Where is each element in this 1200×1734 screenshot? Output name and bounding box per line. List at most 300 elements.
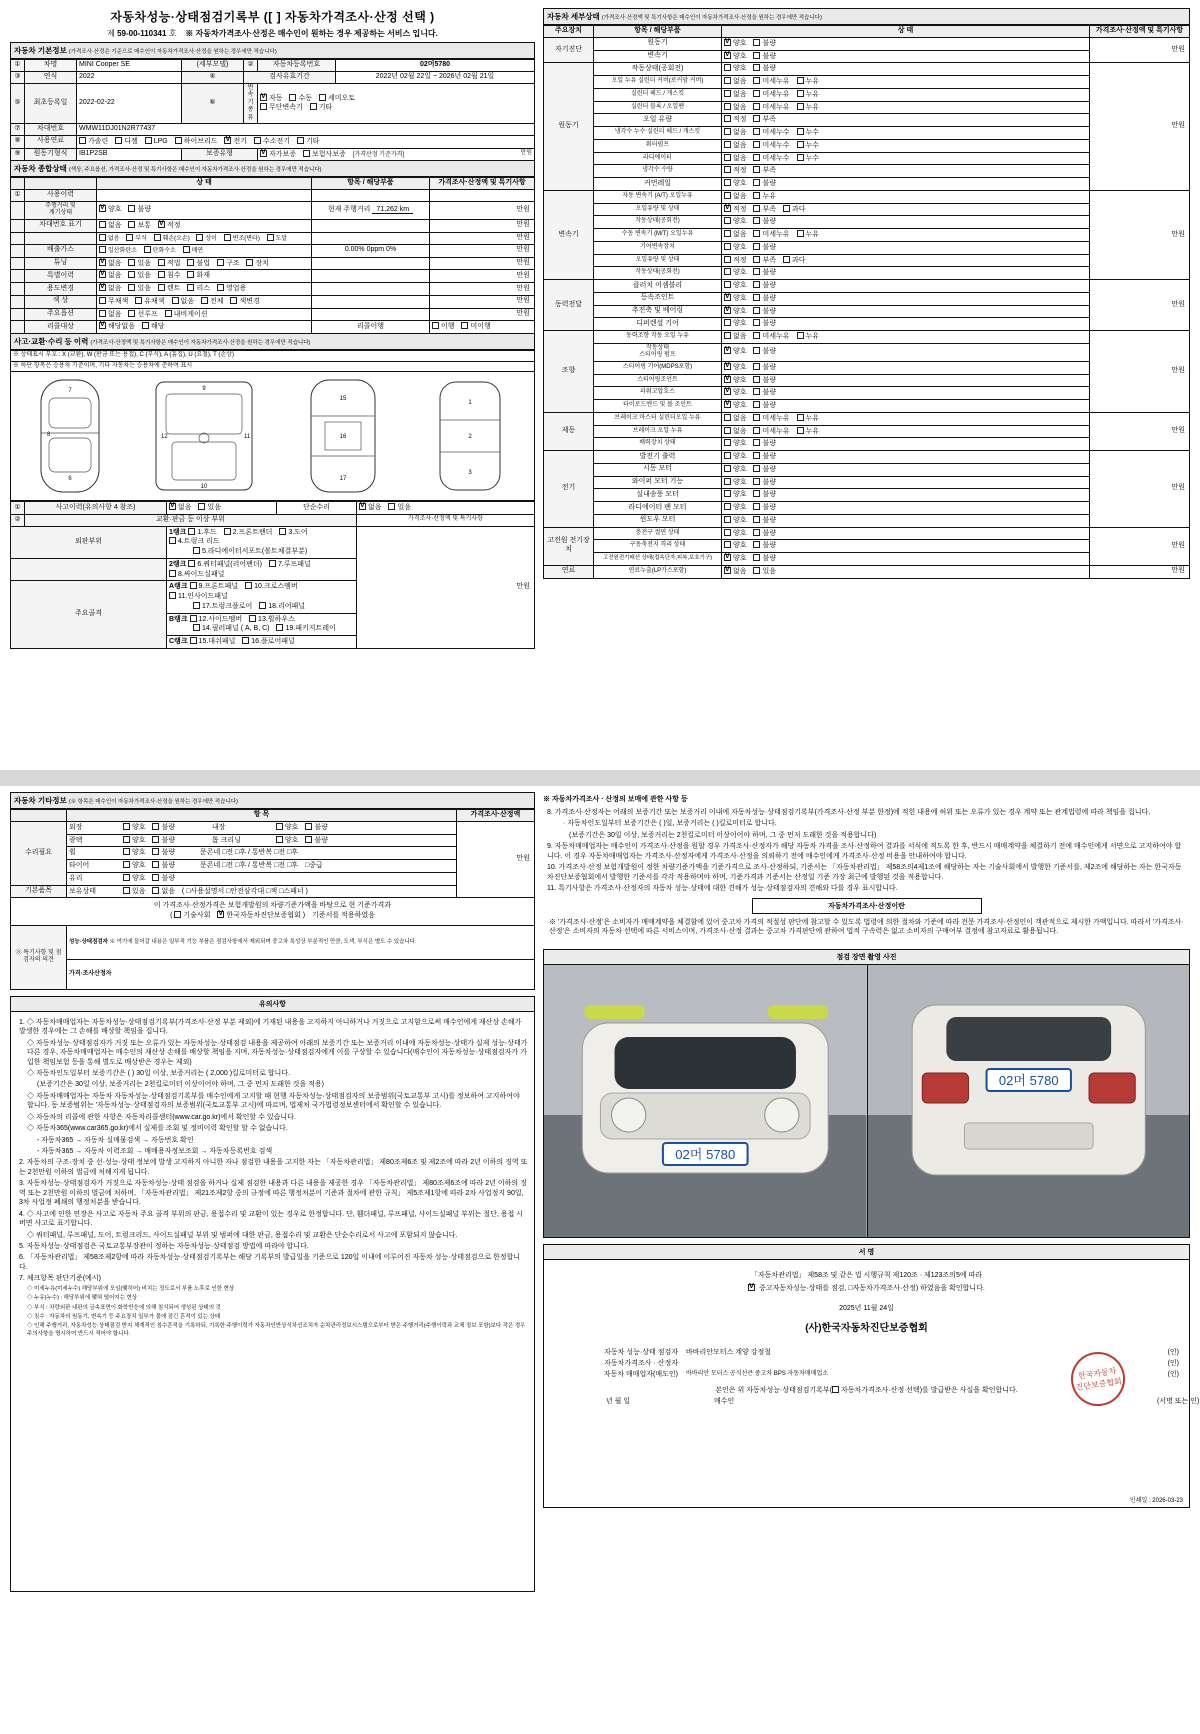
group-fuel: 연료 [544,565,594,578]
header-price: 가격조사·산정액 및 특기사항 [430,178,535,190]
checkbox-sd-tr-good[interactable] [724,52,731,59]
state-steering-pump: V 양호 불량 [722,343,1090,361]
checkbox-clutch-bad[interactable] [753,281,760,288]
checkbox-cr-good[interactable] [724,179,731,186]
checkbox-bi-none[interactable] [152,887,159,894]
checkbox-rf-bad[interactable] [753,503,760,510]
checkbox-mt-oil-low[interactable] [753,256,760,263]
checkbox-vin-d2[interactable] [154,234,161,241]
checkbox-mt-idle-good[interactable] [724,268,731,275]
checkbox-side-sill[interactable] [169,570,176,577]
checkbox-int-good[interactable] [276,823,283,830]
document-header [10,8,535,39]
checkbox-at-leak[interactable] [753,192,760,199]
checkbox-clutch-good[interactable] [724,281,731,288]
checkbox-vin-ok[interactable] [158,221,165,228]
section-overall-title: 자동차 종합상태 [14,164,67,174]
group-self-diagnosis: 자기진단 [544,37,594,63]
checkbox-tuning-legal[interactable] [158,259,165,266]
section-accident-note: (가격조사·산정액 및 특기사항은 매수인이 자동차가격조사·산정을 원하는 경우에만 적습니다) [90,340,311,346]
header-detail-price: 가격조사·산정액 및 특기사항 [1090,26,1190,38]
checkbox-usage-none[interactable] [99,284,106,291]
checkbox-wdm-good[interactable] [724,516,731,523]
checkbox-rad-micro[interactable] [753,154,760,161]
print-date: 인쇄일 : 2026-03-23 [1129,1498,1183,1505]
checkbox-mt-oil-ok[interactable] [724,256,731,263]
section-basic-info [10,42,535,59]
signature-law: 「자동차관리법」 제58조 및 같은 법 시행규칙 제120조 · 제123조의5에 따라 [750,1272,983,1280]
checkbox-fire[interactable] [187,271,194,278]
checkbox-mc-none[interactable] [724,414,731,421]
checkbox-rc-none[interactable] [724,77,731,84]
checkbox-odo-good[interactable] [99,205,106,212]
checkbox-vin-d3[interactable] [196,234,203,241]
state-mt-gear: 양호 불량 [722,241,1090,254]
checkbox-at-oil-ok[interactable] [724,205,731,212]
checkbox-recall-notdone[interactable] [461,322,468,329]
section-etc [10,792,535,809]
checkbox-tuning-illegal[interactable] [187,259,194,266]
state-hv-wiring: V 양호 불량 [722,553,1090,566]
checkbox-ch-none[interactable] [724,128,731,135]
checkbox-rc-leak[interactable] [797,77,804,84]
checkbox-tire-good[interactable] [123,861,130,868]
svg-text:15: 15 [339,396,347,402]
checkbox-accident-none[interactable] [169,503,176,510]
checkbox-lpg[interactable] [145,137,152,144]
checkbox-mt-gear-bad[interactable] [753,243,760,250]
appraisal-box-title: 자동차가격조사·산정이란 [752,898,982,914]
checkbox-hood[interactable] [188,528,195,535]
checkbox-pol-good[interactable] [123,836,130,843]
checkbox-sd-eng-bad[interactable] [753,39,760,46]
checkbox-rf-good[interactable] [724,503,731,510]
checkbox-bst-good[interactable] [724,439,731,446]
group-high-voltage: 고전원 전기장치 [544,527,594,565]
checkbox-ph-bad[interactable] [753,388,760,395]
checkbox-vin-d1[interactable] [126,234,133,241]
checkbox-at-idle-bad[interactable] [753,217,760,224]
value-engine-type: IB1P2SB [77,148,182,161]
checkbox-bo-micro[interactable] [753,427,760,434]
checkbox-cr-bad[interactable] [753,179,760,186]
checkbox-manual[interactable] [289,94,296,101]
checkbox-cb-leak[interactable] [797,103,804,110]
checkbox-front-fender[interactable] [224,528,231,535]
checkbox-smoke[interactable] [183,246,190,253]
checkbox-trunk-lid[interactable] [169,537,176,544]
state-battery-isolation: 양호 불량 [722,540,1090,553]
signature-date: 2025년 11월 24일 [839,1305,894,1313]
section-detail [543,8,1190,25]
checkbox-ps-bad[interactable] [753,307,760,314]
checkbox-bst-bad[interactable] [753,439,760,446]
value-vin: WMW11DJ01N2R77437 [77,124,535,136]
checkbox-wp-none[interactable] [724,141,731,148]
checkbox-hybrid[interactable] [175,137,182,144]
checkbox-clean-bad[interactable] [305,836,312,843]
checkbox-psl-none[interactable] [724,332,731,339]
svg-text:12: 12 [160,434,168,440]
label-current-mileage: 현재 주행거리 [327,205,371,213]
checkbox-vin-none[interactable] [99,221,106,228]
value-current-mileage: 71,262 km [372,206,413,214]
checkbox-rent[interactable] [158,284,165,291]
checkbox-eng-idle-bad[interactable] [753,64,760,71]
checkbox-special-none[interactable] [99,271,106,278]
checkbox-oil-low[interactable] [753,115,760,122]
section-basic-note: (가격조사·산정은 기준으로 매수인이 자동차가격조사·산정을 원하는 경우에만 적습니다) [68,49,277,55]
checkbox-psl-micro[interactable] [753,332,760,339]
checkbox-color-changed[interactable] [230,297,237,304]
doc-note: ※ 자동차가격조사·산정은 매수인이 원하는 경우 제공하는 서비스 입니다. [185,29,438,38]
checkbox-ch-leak[interactable] [797,128,804,135]
checkbox-recall-none[interactable] [99,322,106,329]
state-master-cylinder: 없음 미세누유 누유 [722,412,1090,425]
svg-text:11: 11 [243,434,251,440]
checkbox-alt-good[interactable] [724,452,731,459]
checkbox-at-idle-good[interactable] [724,217,731,224]
state-diff-gear: 양호 불량 [722,318,1090,331]
header-detail-state: 상 태 [722,26,1090,38]
group-brake: 제동 [544,412,594,450]
row-odometer-state: V 양호 불량 [97,201,312,219]
checkbox-auto[interactable] [260,94,267,101]
checkbox-ca-ok[interactable] [724,166,731,173]
state-at-oil: V 적정 부족 과다 [722,203,1090,216]
checkbox-cp-good[interactable] [724,529,731,536]
checkbox-gasoline[interactable] [79,137,86,144]
checkbox-glass-bad[interactable] [152,874,159,881]
state-starter: 양호 불량 [722,463,1090,476]
checkbox-chg-leak[interactable] [797,90,804,97]
state-booster: 양호 불량 [722,438,1090,451]
checkbox-sj-good[interactable] [724,376,731,383]
checkbox-color-none[interactable] [172,297,179,304]
checkbox-at-oil-over[interactable] [783,205,790,212]
checkbox-wheel-good[interactable] [123,848,130,855]
checkbox-trans-etc[interactable] [310,103,317,110]
price-standard-note: 이 가격조사·산정가격은 보험개발원의 차량기준가액을 바탕으로 현 기준가격과 ( 기술사회 V 한국자동차진단보증협회 ) 기준서를 적용하였음 [11,898,535,926]
state-selfdiag-engine: V 양호 불량 [722,37,1090,50]
header-item: 항목 / 해당부품 [312,178,430,190]
doc-number: 59-00-110341 [117,29,167,38]
checkbox-floor-panel[interactable] [242,637,249,644]
signature-title: 서 명 [543,1244,1190,1260]
checkbox-cross-member[interactable] [245,582,252,589]
checkbox-tuning-none[interactable] [99,259,106,266]
checkbox-lease[interactable] [187,284,194,291]
checkbox-buyer-appraisal[interactable] [832,1386,839,1393]
svg-text:9: 9 [202,386,206,392]
checkbox-fuel-etc[interactable] [297,137,304,144]
checkbox-tr-bad[interactable] [753,401,760,408]
checkbox-dash-panel[interactable] [190,637,197,644]
row-glass: 유리 양호 불량 [67,872,457,885]
checkbox-hv-good[interactable] [724,554,731,561]
checkbox-wp-leak[interactable] [797,141,804,148]
checkbox-cb-micro[interactable] [753,103,760,110]
checkbox-pol-bad[interactable] [152,836,159,843]
checkbox-tire-bad[interactable] [152,861,159,868]
legend-note: ※ 하단 항목은 승용차 기준이며, 기타 자동차는 승용차에 준하여 표시 [11,361,535,372]
checkbox-st-bad[interactable] [753,465,760,472]
photos-body [543,965,1190,1238]
checkbox-vin-d4[interactable] [224,234,231,241]
label-accident-history: 사고이력(유의사항 4 참조) [25,502,167,515]
checkbox-door[interactable] [279,528,286,535]
checkbox-bi-bad[interactable] [753,541,760,548]
value-first-registration: 2022-02-22 [77,83,182,124]
svg-text:6: 6 [67,476,72,482]
section-etc-title: 자동차 기타정보 [14,796,67,805]
checkbox-mc-micro[interactable] [753,414,760,421]
state-radiator-fan: 양호 불량 [722,502,1090,515]
label-repair-needed: 수리필요 [11,821,67,885]
checkbox-sd-tr-bad[interactable] [753,52,760,59]
caution-title: 유의사항 [10,996,535,1012]
state-window-motor: 양호 불량 [722,514,1090,527]
label-exterior-parts: 외판부위 [11,526,167,558]
checkbox-recall-yes[interactable] [142,322,149,329]
checkbox-ext-bad[interactable] [152,823,159,830]
checkbox-eng-idle-good[interactable] [724,64,731,71]
svg-text:1: 1 [468,400,473,406]
checkbox-rear-panel[interactable] [259,602,266,609]
checkbox-chg-none[interactable] [724,90,731,97]
checkbox-wdm-bad[interactable] [753,516,760,523]
checkbox-bi-have[interactable] [123,887,130,894]
section-detail-title: 자동차 세부상태 [547,12,600,21]
checkbox-sg-bad[interactable] [753,363,760,370]
checkbox-chg-micro[interactable] [753,90,760,97]
checkbox-recall-done[interactable] [432,322,439,329]
state-cyl-head-gasket: 없음 미세누유 누유 [722,88,1090,101]
checkbox-std-association[interactable] [217,911,224,918]
svg-text:2: 2 [468,434,473,440]
checkbox-wheel-bad[interactable] [152,848,159,855]
signature-check-line: V 중고자동차성능·상태를 점검, □자동차가격조사·산정) 하였음을 확인합니다. [552,1283,1181,1293]
svg-text:02머 5780: 02머 5780 [675,1147,736,1163]
checkbox-radiator-support[interactable] [193,547,200,554]
row-recall-done: 이행 미이행 [430,321,535,334]
checkbox-bo-leak[interactable] [797,427,804,434]
checkbox-option-none[interactable] [99,310,106,317]
checkbox-rad-none[interactable] [724,154,731,161]
value-inspection-period: 2022년 02월 22일 ~ 2026년 02월 21일 [336,71,535,83]
checkbox-wm-good[interactable] [724,478,731,485]
checkbox-vin-d5[interactable] [267,234,274,241]
checkbox-wp-micro[interactable] [753,141,760,148]
photo-front [544,965,867,1237]
checkbox-pillar-panel[interactable] [193,624,200,631]
checkbox-chromatic[interactable] [135,297,142,304]
checkbox-special-yes[interactable] [128,271,135,278]
checkbox-tr-good[interactable] [724,401,731,408]
checkbox-mt-leak[interactable] [797,230,804,237]
checkbox-ca-low[interactable] [753,166,760,173]
checkbox-sj-bad[interactable] [753,376,760,383]
etc-table [10,809,535,990]
car-diagram-engine [144,376,264,496]
signature-org: (사)한국자동차진단보증협회 [805,1323,928,1335]
checkbox-trunk-floor[interactable] [193,602,200,609]
checkbox-package-tray[interactable] [276,624,283,631]
checkbox-hc[interactable] [144,246,151,253]
checkbox-electric[interactable] [224,137,231,144]
checkbox-usage-yes[interactable] [128,284,135,291]
checkbox-clean-good[interactable] [276,836,283,843]
page2-left-column [10,792,535,1592]
checkbox-cv-good[interactable] [724,294,731,301]
checkbox-mt-idle-bad[interactable] [753,268,760,275]
photos-title: 점검 장면 촬영 사진 [543,949,1190,965]
checkbox-color-all[interactable] [201,297,208,304]
checkbox-alt-bad[interactable] [753,452,760,459]
checkbox-simple-none[interactable] [359,503,366,510]
state-tie-rod: V 양호 불량 [722,400,1090,413]
checkbox-int-bad[interactable] [305,823,312,830]
simple-repair-options: V 없음 있음 [357,502,535,515]
checkbox-odo-bad[interactable] [128,205,135,212]
checkbox-at-oil-low[interactable] [753,205,760,212]
svg-text:8: 8 [46,432,50,438]
checkbox-mc-leak[interactable] [797,414,804,421]
appraisal-box-text: ※ '가격조사·산정'은 소비자가 매매계약을 체결함에 있어 중고차 가격의 적절성 판단에 참고할 수 있도록 법령에 의한 절차와 기준에 따라 전문 가격조사·산정인이 객관적으로 제시한 가액입니다. 따라서 '가격조사·산정'은 소비자의 자동차 선택에 따른 서비스이며, 가격조사·산정 결과는 중고차 가격판단에 관하여 법적 구속력은 없고 소비자의 구매여부 결정에 참고자료로 활용됩니다. [549,918,1184,936]
row-polish: 광택 양호 불량 톱 크리닝 양호 불량 [67,834,457,847]
checkbox-diff-good[interactable] [724,319,731,326]
row-wheel: 휠 양호 불량 문콘네 □전 □후 / 통반복 □전 □후 [67,847,457,860]
checkbox-ext-good[interactable] [123,823,130,830]
checkbox-bm-good[interactable] [724,490,731,497]
state-water-pump: 없음 미세누수 누수 [722,139,1090,152]
car-diagram-top [27,376,113,496]
header-detail-item: 항목 / 해당부품 [594,26,722,38]
checkbox-co[interactable] [99,246,106,253]
overall-state-table: 상 태 항목 / 해당부품 가격조사·산정액 및 특기사항 ① 사용이력 주행거리 및 계기상태 V 양호 불량 현재 주행거리 71,262 km 만원 차대번호 표기 없음 보통 V 적정 만원 없음 부식 훼손(오손) 상이 변조(변타) 도말 만원 배출가스 일산화탄소 탄화수소 매연 0.00% 0ppm 0% 만원 튜닝 V 없음 있음 적법 불법 구조 장치 만원 특별이력 V 없음 있음 침수 화재 만원 용도변경 V 없음 있음 렌트 리스 영업용 만원 색 상 무채색 유채색 없음 전체 색변경 만원 주요옵션 없음 선루프 내비게이션 만원 리콜대상 V 해당없음 해당 리콜이행 이행 미이행 [10,177,535,334]
checkbox-at-none[interactable] [724,192,731,199]
label-main-frame: 주요골격 [11,581,167,649]
checkbox-vin-d0[interactable] [99,234,106,241]
checkbox-mt-none[interactable] [724,230,731,237]
checkbox-cv-bad[interactable] [753,294,760,301]
caution-list: 1. ◇ 자동차매매업자는 자동차성능·상태점검기록부(가격조사·산정 부분 제외)에 기재된 내용을 고지하지 아니하거나 거짓으로 고지함으로써 매수인에게 재산상 손해가 발생한 경우에는 그 손해를 배상할 책임을 집니다. ◇ 자동차성능·상태점검자가 거짓 또는 오류가 있는 자동차성능·상태점검 내용을 제공하여 아래의 보증기간 또는 보증거리 이내에 자동차성능·상태가 실제 성능·상태가 다른 경우, 자동차매매업자는 매수인의 재산상 손해를 배상할 책임을 지며, 자동차성능·상태점검자에게 이를 구상할 수 있습니다(매수인이 자동차성능·상태점검자가 가입한 책임보험 등을 통해 별도로 배상받은 경우는 제외) ◇ 자동차인도일부터 보증기간은 ( ) 30일 이상, 보증거리는 ( 2,000 )킬로미터로 합니다. (보증기간은 30일 이상, 보증거리는 2천킬로미터 이상이어야 하며, 그 중 먼저 도래한 것을 적용) ◇ 자동차매매업자는 자동차 자동차성능·상태점검기록부를 매수인에게 고지할 때 현행 자동차성능·상태점검자의 보증범위(국토교통부 고시)를 정보하여 고지하여야 합니다. 동 보증범위는 '자동차성능·상태점검자의 보증범위(국토교통부 고시)에 따르며, 법제처 국가법령정보센터에서 확인할 수 있습니다. ◇ 자동차의 리콜에 관한 사항은 자동차리콜센터(www.car.go.kr)에서 확인할 수 있습니다. ◇ 자동차365(www.car365.go.kr)에서 실제를 조회 및 정비이력 확인할 할 수 없습니다. - 자동차365 → 자동차 실매물검색 → 자동번호 확인 - 자동차365 → 자동차 이력조회 → 매매용자정보조회 → 자동차등록번호 검색 2. 자동차의 구조·장치 중 선·성능·상태 정보에 발생 고지하지 아니한 자나 점검한 내용을 고지한 자는 「자동차관리법」 제80조제6조 및 제2조에 따라 2년 이하의 징역 또는 2천만원 이하의 벌금에 처해지게 됩니다. 3. 자동차성능·상태점검자가 거짓으로 자동차성능·상태 점검을 하거나 실제 점검한 내용과 다른 내용을 제공한 경우 「자동차관리법」 제80조제6조에 따라 2년 이하의 징역 또는 2천만원 이하의 벌금에 처하며, 「자동차관리법」 제21조제2항 중의 규정에 따른 행정처분이 기준과 절차에 관한 규칙」 제5조제1항에 따라 2차 사업정지 90일, 3차 사업정 폐쇄의 행정처분을 받습니다. 4. ◇ 사고에 인한 연장은 사고로 자동차 주요 골격 부위의 판금, 용접수리 및 교환이 있는 경우로 한정합니다. 단, 휀더패널, 루프패널, 사이드실패널 부위는 절단, 용접 시버면 사고로 표기합니다. ◇ 쿼터패널, 루프패널, 도어, 트렁크리드, 사이드실패널 부위 및 범퍼에 대한 판금, 용접수리 및 교환은 단순수리로서 사고에 포함되지 않습니다. 5. 자동차성능·상태점검은 국토교통부장관이 정하는 자동차성능·상태점검 방법에 따라야 합니다. 6. 「자동차관리법」 제58조제2항에 따라 자동차성능·상태점검기록부는 해당 기록부의 발급일을 기준으로 120일 이내에 이루어진 자동차 성능·상태점검으로 한정합니다. 7. 체크항목 판단기준(예시) ◇ 미세누유(미세누수) 해당부위에 모임(맺히어) 비치는 정도로서 부품 노후로 인한 현상 ◇ 누유(누수) : 해당부위에 맺혀 떨어지는 현상 ◇ 부식 : 차량외판 내판의 금속표면이 화학반응에 의해 침식되어 생성된 상태의 것 ◇ 침수 : 자동차의 원동기, 변속기 등 주요장치 일부가 물에 잠긴 흔적이 있는 상태 ◇ 인해 주행거리, 자동차성능·상태점검 받지 체계적인 침수흔적을 기록하되, 기록한 주행이력가 자동차인반상식차선조치자 순차관리정보시스템으로부터 받은 주행거리(주행이력과 교체 정보 포함)보다 작은 경우 주의사항을 명시하여 반드시 적어야 합니다. [19,1018,528,1337]
label-special-opinion: ⑧ 특기사항 및 점검자의 의견 [11,925,67,989]
checkbox-cvt[interactable] [260,103,267,110]
section-accident [10,334,535,350]
checkbox-fl-yes[interactable] [753,567,760,574]
transmission-options: V자동 수동 세미오토 무단변속기 기타 [258,83,535,124]
checkbox-bi-good[interactable] [724,541,731,548]
checkbox-glass-good[interactable] [123,874,130,881]
checkbox-psl-leak[interactable] [797,332,804,339]
checkbox-cb-none[interactable] [724,103,731,110]
checkbox-rad-leak[interactable] [797,154,804,161]
header-etc-price: 가격조사·산정액 [457,810,535,822]
checkbox-simple-yes[interactable] [388,503,395,510]
checkbox-sp-bad[interactable] [753,347,760,354]
checkbox-front-panel[interactable] [190,582,197,589]
value-exchange-price: 만원 [357,526,535,648]
row-vin-mark: 없음 보통 V 적정 [97,219,312,232]
checkbox-navigation[interactable] [165,310,172,317]
checkbox-mt-gear-good[interactable] [724,243,731,250]
car-diagram-side [422,376,518,496]
label-exchange-price: 가격조사·산정액 및 특기사항 [357,514,535,526]
photo-rear [867,965,1190,1237]
checkbox-rc-micro[interactable] [753,77,760,84]
checkbox-cp-bad[interactable] [753,529,760,536]
state-steering-gear: V 양호 불량 [722,361,1090,374]
page-2 [0,786,1200,1734]
checkbox-performance-checked[interactable] [748,1284,755,1291]
row-usage-change: V 없음 있음 렌트 리스 영업용 [97,283,312,296]
checkbox-bm-bad[interactable] [753,490,760,497]
checkbox-wm-bad[interactable] [753,478,760,485]
checkbox-diesel[interactable] [115,137,122,144]
checkbox-tuning-device[interactable] [246,259,253,266]
checkbox-ps-good[interactable] [724,307,731,314]
warranty-list: 8. 가격조사·산정자는 어래의 보증기간 또는 보증거리 이내에 자동차성능·상태점검기록부(가격조사·산정 부분 한정)에 적힌 내용에 허위 또는 오류가 있는 경우 계약 또는 관계법령에 따라 책임을 집니다. · 자동차인도일부터 보증기간은 ( )일, 보증거리는 ( )킬로미터로 합니다. (보증기간은 30일 이상, 보증거리는 2천킬로미터 이상이어야 하며, 그 중 먼저 도래한 것을 적용합니다) 9. 자동차매매업자는 매수인이 가격조사·산정을 원할 경우 가격조사·산정자가 해당 자동차 가격을 조사·산정하여 결과를 서식에 적도록 한 후, 반드시 매매계약을 체결하기 전에 매수인에게 서면으로 고지하여야 합니다. 이 경우 자동차매매업자는 가격조사·산정자에게 가격조사·산정을 의뢰하기 전에 매수인에게 가격조사·산정 비용을 안내하여야 합니다. 10. 가격조사·산정 보험개발원이 정한 차량기준가액을 기준가격으로 조사·산정하되, 기준서는 「자동차관리법」 제58조의4제1조에 해당하는 자는 기술사회에서 발행한 기준서를, 제2조에 해당하는 자는 한국자동차진단보증협회에서 발행한 기준서를 각각 적용하며야 하며, 기준가격과 기준서는 산정일 기준 가장 최근에 발행된 것을 적용합니다. 11. 특기사항은 가격조사·산정자의 자동차 성능·상태에 대한 견해가 성능·상태점검자의 견해와 다를 경우 표시합니다. [547,809,1182,893]
checkbox-commercial[interactable] [217,284,224,291]
checkbox-st-good[interactable] [724,465,731,472]
checkbox-oil-ok[interactable] [724,115,731,122]
checkbox-fl-none[interactable] [724,567,731,574]
section-basic-title: 자동차 기본정보 [14,46,67,55]
checkbox-insurance-warranty[interactable] [303,150,310,157]
state-steering-joint: V 양호 불량 [722,374,1090,387]
checkbox-sg-good[interactable] [724,363,731,370]
checkbox-tuning-structure[interactable] [217,259,224,266]
checkbox-vin-normal[interactable] [128,221,135,228]
checkbox-std-engineer[interactable] [174,911,181,918]
checkbox-hydrogen[interactable] [254,137,261,144]
checkbox-bo-none[interactable] [724,427,731,434]
checkbox-hv-bad[interactable] [753,554,760,561]
checkbox-semiauto[interactable] [319,94,326,101]
group-transmission: 변속기 [544,190,594,279]
checkbox-ch-micro[interactable] [753,128,760,135]
checkbox-sunroof[interactable] [128,310,135,317]
checkbox-mt-micro[interactable] [753,230,760,237]
checkbox-inside-panel[interactable] [169,592,176,599]
checkbox-sd-eng-good[interactable] [724,39,731,46]
state-propeller-shaft: V 양호 불량 [722,305,1090,318]
state-charge-port: 양호 불량 [722,527,1090,540]
checkbox-roof-panel[interactable] [269,560,276,567]
checkbox-achromatic[interactable] [99,297,106,304]
accident-history-options: V 없음 있음 [167,502,277,515]
checkbox-wheel-house[interactable] [249,615,256,622]
signature-row: 년 월 일 매수인 (서명 또는 인) [605,1398,1200,1406]
checkbox-flood[interactable] [158,271,165,278]
checkbox-self-warranty[interactable] [260,150,267,157]
checkbox-ph-good[interactable] [724,388,731,395]
checkbox-mt-oil-over[interactable] [783,256,790,263]
checkbox-accident-yes[interactable] [198,503,205,510]
checkbox-sp-good[interactable] [724,347,731,354]
section-overall-note: (색상, 주요옵션, 가격조사·산정 및 특기사항은 매수인이 자동차가격조사·산정을 원하는 경우에만 적습니다) [68,167,322,174]
row-recall: V 해당없음 해당 [97,321,312,334]
state-at-idle: 양호 불량 [722,216,1090,229]
label-simple-repair: 단순수리 [277,502,357,515]
state-mt-oil: 적정 부족 과다 [722,254,1090,267]
checkbox-tuning-yes[interactable] [128,259,135,266]
checkbox-diff-bad[interactable] [753,319,760,326]
checkbox-side-member[interactable] [190,615,197,622]
checkbox-quarter-panel[interactable] [188,560,195,567]
label-recall-done: 리콜이행 [312,321,430,334]
